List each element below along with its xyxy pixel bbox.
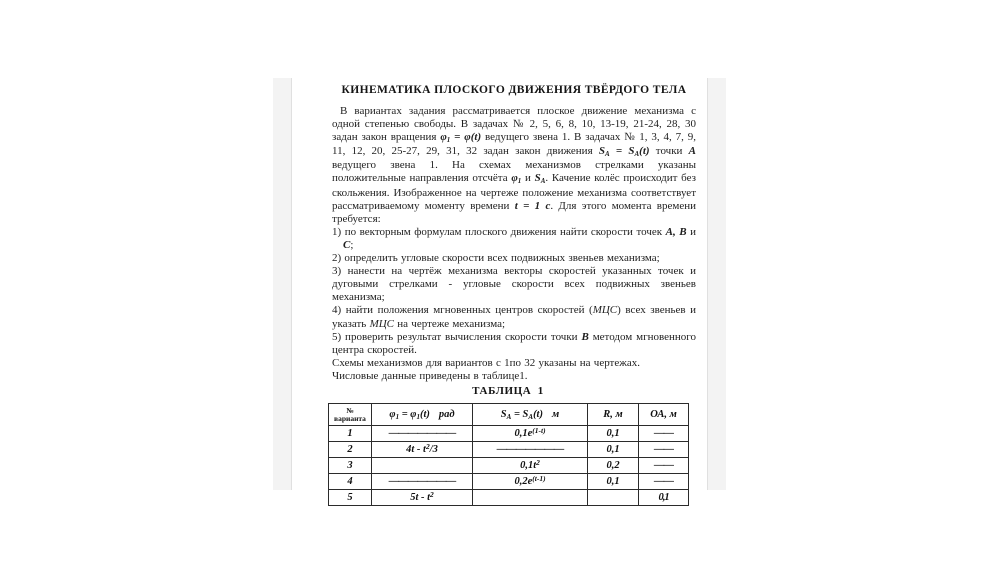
cell-oa: —— [639,474,689,490]
cell-r: 0,1 [588,442,639,458]
page-content [332,0,696,383]
cell-variant: 2 [329,442,372,458]
document-page [273,0,726,503]
note-schemes: Схемы механизмов для вариантов с 1по 32 указаны на чертежах. [332,356,640,369]
cell-r: 0,1 [588,426,639,442]
header-phi: $\varphi_1 = \varphi_1(t)$ рад [372,404,473,426]
header-sa: $S_A = S_A(t)$ м [473,404,588,426]
header-r: R, м [588,404,639,426]
cell-r: 0,1 [588,474,639,490]
cell-oa: —— [639,426,689,442]
task-item-1: 1) по векторным формулам плоского движения найти скорости точек А, В и С; [332,225,696,251]
cell-r [588,490,639,506]
table-row [329,490,689,506]
cell-variant: 5 [329,490,372,506]
cell-sa: ——————— [473,442,588,458]
page-left-edge-shade [273,78,292,490]
cell-oa: —— [639,442,689,458]
cell-variant: 3 [329,458,372,474]
task-item-5: 5) проверить результат вычисления скорости точки В методом мгновенного центра скоростей. [332,330,696,356]
header-variant: № варианта [329,404,372,426]
cell-sa: $0,1t^2$ [473,458,588,474]
task-item-2: 2) определить угловые скорости всех подвижных звеньев механизма; [332,252,660,265]
table-section [328,385,688,506]
table-row [329,474,689,490]
cell-sa [473,490,588,506]
page-right-edge-shade [707,78,726,490]
cell-variant: 1 [329,426,372,442]
cell-phi: $4t - t^2/3$ [372,442,473,458]
cell-sa: $0,2e^{(t-1)}$ [473,474,588,490]
cell-r: 0,2 [588,458,639,474]
note-table-ref: Числовые данные приведены в таблице1. [332,369,528,382]
cell-oa: 0,1 [639,490,689,506]
task-item-4: 4) найти положения мгновенных центров скоростей (МЦС) всех звеньев и указать МЦС на чертеже механизма; [332,304,696,330]
table-row [329,458,689,474]
table-row [329,426,689,442]
table-caption: ТАБЛИЦА 1 [472,385,544,397]
table-row [329,442,689,458]
cell-sa: $0,1e^{(1-t)}$ [473,426,588,442]
cell-variant: 4 [329,474,372,490]
cell-phi [372,458,473,474]
cell-phi: ——————— [372,474,473,490]
cell-phi: ——————— [372,426,473,442]
table-header-row [329,404,689,426]
cell-oa: —— [639,458,689,474]
data-table-1 [328,403,689,506]
header-oa: ОА, м [639,404,689,426]
cell-phi: $5t - t^2$ [372,490,473,506]
document-title: КИНЕМАТИКА ПЛОСКОГО ДВИЖЕНИЯ ТВЁРДОГО ТЕЛА [341,84,687,96]
task-item-3: 3) нанести на чертёж механизма векторы скоростей указанных точек и дуговыми стрелками - угловые скорости всех подвижных звеньев механизма; [332,265,696,304]
intro-paragraph: В вариантах задания рассматривается плоское движение механизма с одной степенью свободы. В задачах № 2, 5, 6, 8, 10, 13-19, 21-24, 28, 30 задан закон вращения $\varphi_1 = \varphi(t)$ ведущего звена 1. В задачах № 1, 3, 4, 7, 9, 11, 12, 20, 25-27, 29, 31, 32 задан закон движения $S_A = S_A(t)$ точки А ведущего звена 1. На схемах механизмов стрелками указаны положительные направления отсчёта $\varphi_1$ и $S_A$. Качение колёс происходит без скольжения. Изображенное на чертеже положение механизма соответствует рассматриваемому моменту времени t = 1 с. Для этого момента времени требуется: [332,105,696,225]
